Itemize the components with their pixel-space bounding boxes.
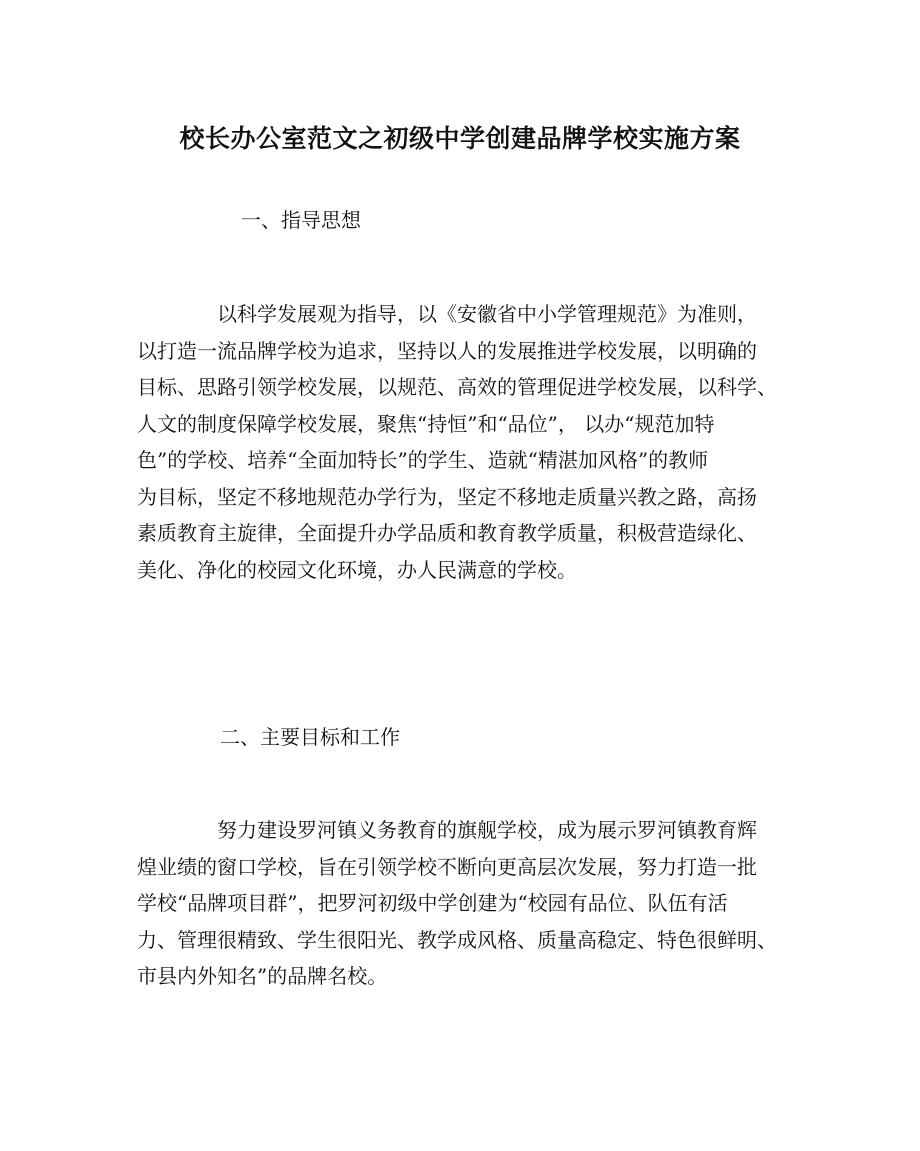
paragraph-line: 目标、思路引领学校发展，以规范、高效的管理促进学校发展，以科学、: [137, 375, 777, 399]
paragraph-line: 学校“品牌项目群”，把罗河初级中学创建为“校园有品位、队伍有活: [137, 891, 728, 915]
paragraph-main-goals: [137, 812, 797, 995]
paragraph-line: 以打造一流品牌学校为追求，坚持以人的发展推进学校发展，以明确的: [137, 338, 757, 363]
document-title: 校长办公室范文之初级中学创建品牌学校实施方案: [179, 124, 741, 153]
paragraph-line: 煌业绩的窗口学校，旨在引领学校不断向更高层次发展，努力打造一批: [137, 854, 757, 879]
section-heading-main-goals: 二、主要目标和工作: [220, 725, 400, 749]
paragraph-line: 力、管理很精致、学生很阳光、教学成风格、质量高稳定、特色很鲜明、: [137, 927, 777, 952]
paragraph-line: 市县内外知名”的品牌名校。: [137, 964, 388, 988]
paragraph-line: 为目标，坚定不移地规范办学行为，坚定不移地走质量兴教之路，高扬: [137, 484, 757, 509]
paragraph-line: 色”的学校、培养“全面加特长”的学生、造就“精湛加风格”的教师: [137, 448, 709, 472]
paragraph-line: 人文的制度保障学校发展，聚焦“持恒”和“品位”， 以办“规范加特: [137, 411, 715, 436]
paragraph-line: 以科学发展观为指导，以《安徽省中小学管理规范》为准则，: [217, 302, 757, 326]
paragraph-line: 素质教育主旋律，全面提升办学品质和教育教学质量，积极营造绿化、: [137, 521, 757, 545]
section-heading-guiding-ideology: 一、指导思想: [241, 208, 361, 232]
paragraph-line: 努力建设罗河镇义务教育的旗舰学校，成为展示罗河镇教育辉: [217, 818, 757, 842]
paragraph-line: 美化、净化的校园文化环境，办人民满意的学校。: [137, 557, 577, 582]
paragraph-guiding-ideology: [137, 296, 797, 588]
